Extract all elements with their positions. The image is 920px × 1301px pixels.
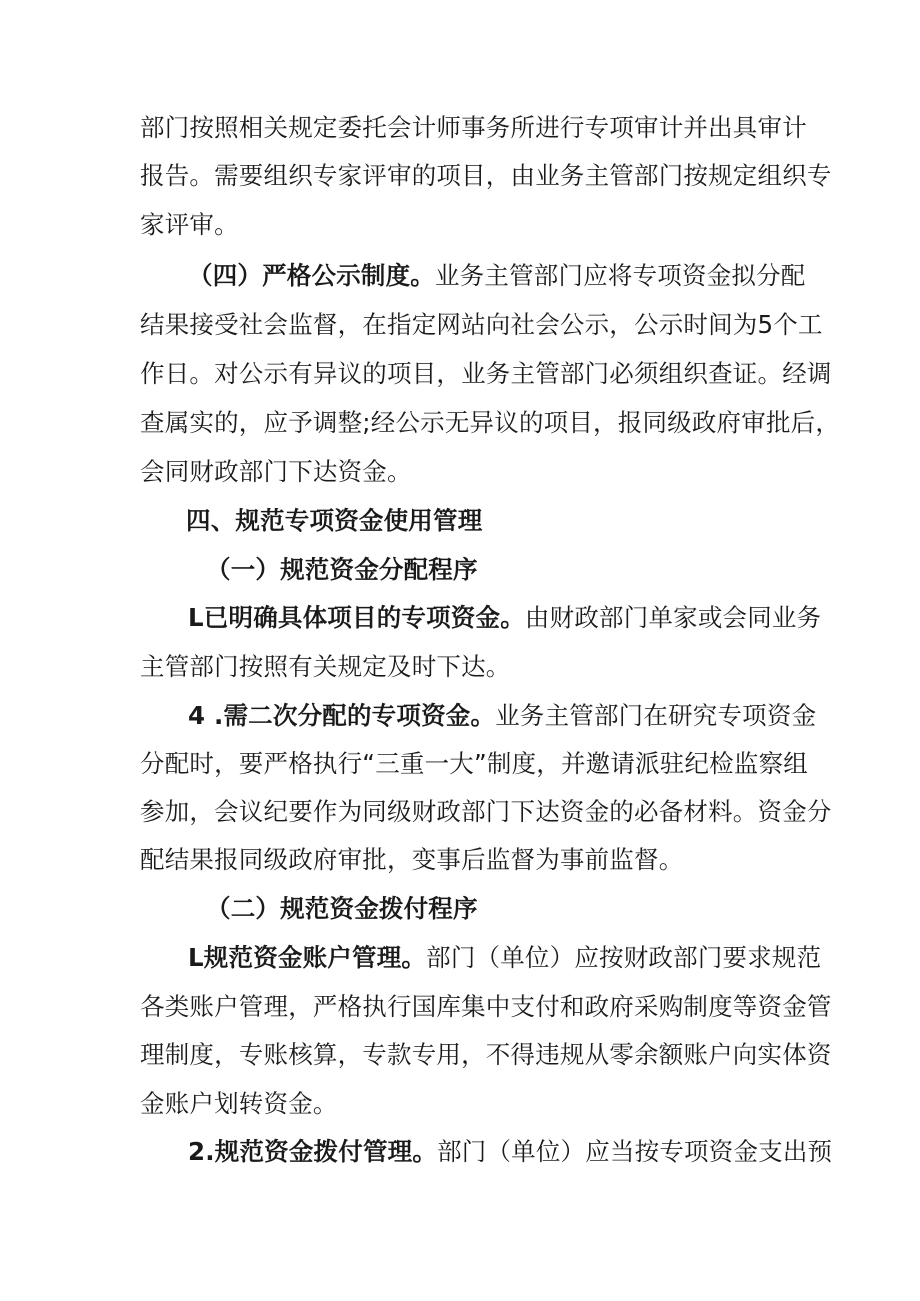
paragraph-line: 会同财政部门下达资金。 bbox=[140, 457, 412, 486]
paragraph-line: 配结果报同级政府审批，变事后监督为事前监督。 bbox=[140, 845, 684, 874]
paragraph-line: 分配时，要严格执行“三重一大”制度，并邀请派驻纪检监察组 bbox=[140, 749, 808, 778]
paragraph-line: 参加，会议纪要作为同级财政部门下达资金的必备材料。资金分 bbox=[140, 797, 832, 826]
item-title: 4 .需二次分配的专项资金。 bbox=[188, 701, 496, 730]
paragraph-line: 2.规范资金拨付管理。部门（单位）应当按专项资金支出预 bbox=[188, 1137, 833, 1166]
paragraph-line: （四）严格公示制度。业务主管部门应将专项资金拟分配 bbox=[188, 261, 806, 290]
subsection-heading: （一）规范资金分配程序 bbox=[206, 555, 478, 584]
paragraph-line: 结果接受社会监督，在指定网站向社会公示，公示时间为5个工 bbox=[140, 310, 823, 339]
paragraph-line: 4 .需二次分配的专项资金。业务主管部门在研究专项资金 bbox=[188, 701, 817, 730]
paragraph-line: 家评审。 bbox=[140, 210, 239, 239]
paragraph-line: 查属实的，应予调整;经公示无异议的项目，报同级政府审批后， bbox=[140, 408, 841, 437]
subsection-heading: （二）规范资金拨付程序 bbox=[206, 894, 478, 923]
item-title: 2.规范资金拨付管理。 bbox=[188, 1137, 438, 1166]
paragraph-line: 各类账户管理，严格执行国库集中支付和政府采购制度等资金管 bbox=[140, 992, 832, 1021]
subheading-inline: （四）严格公示制度。 bbox=[188, 261, 435, 290]
item-title: L已明确具体项目的专项资金。 bbox=[188, 603, 525, 632]
paragraph-line: 报告。需要组织专家评审的项目，由业务主管部门按规定组织专 bbox=[140, 161, 832, 190]
paragraph-line: 金账户划转资金。 bbox=[140, 1089, 338, 1118]
paragraph-line: L规范资金账户管理。部门（单位）应按财政部门要求规范 bbox=[188, 943, 822, 972]
paragraph-line: 作日。对公示有异议的项目，业务主管部门必须组织查证。经调 bbox=[140, 359, 832, 388]
section-heading: 四、规范专项资金使用管理 bbox=[186, 506, 483, 535]
paragraph-line: 部门按照相关规定委托会计师事务所进行专项审计并出具审计 bbox=[140, 113, 807, 142]
paragraph-line: L已明确具体项目的专项资金。由财政部门单家或会同业务 bbox=[188, 603, 822, 632]
item-title: L规范资金账户管理。 bbox=[188, 943, 427, 972]
paragraph-line: 理制度，专账核算，专款专用，不得违规从零余额账户向实体资 bbox=[140, 1040, 832, 1069]
paragraph-line: 主管部门按照有关规定及时下达。 bbox=[140, 652, 511, 681]
